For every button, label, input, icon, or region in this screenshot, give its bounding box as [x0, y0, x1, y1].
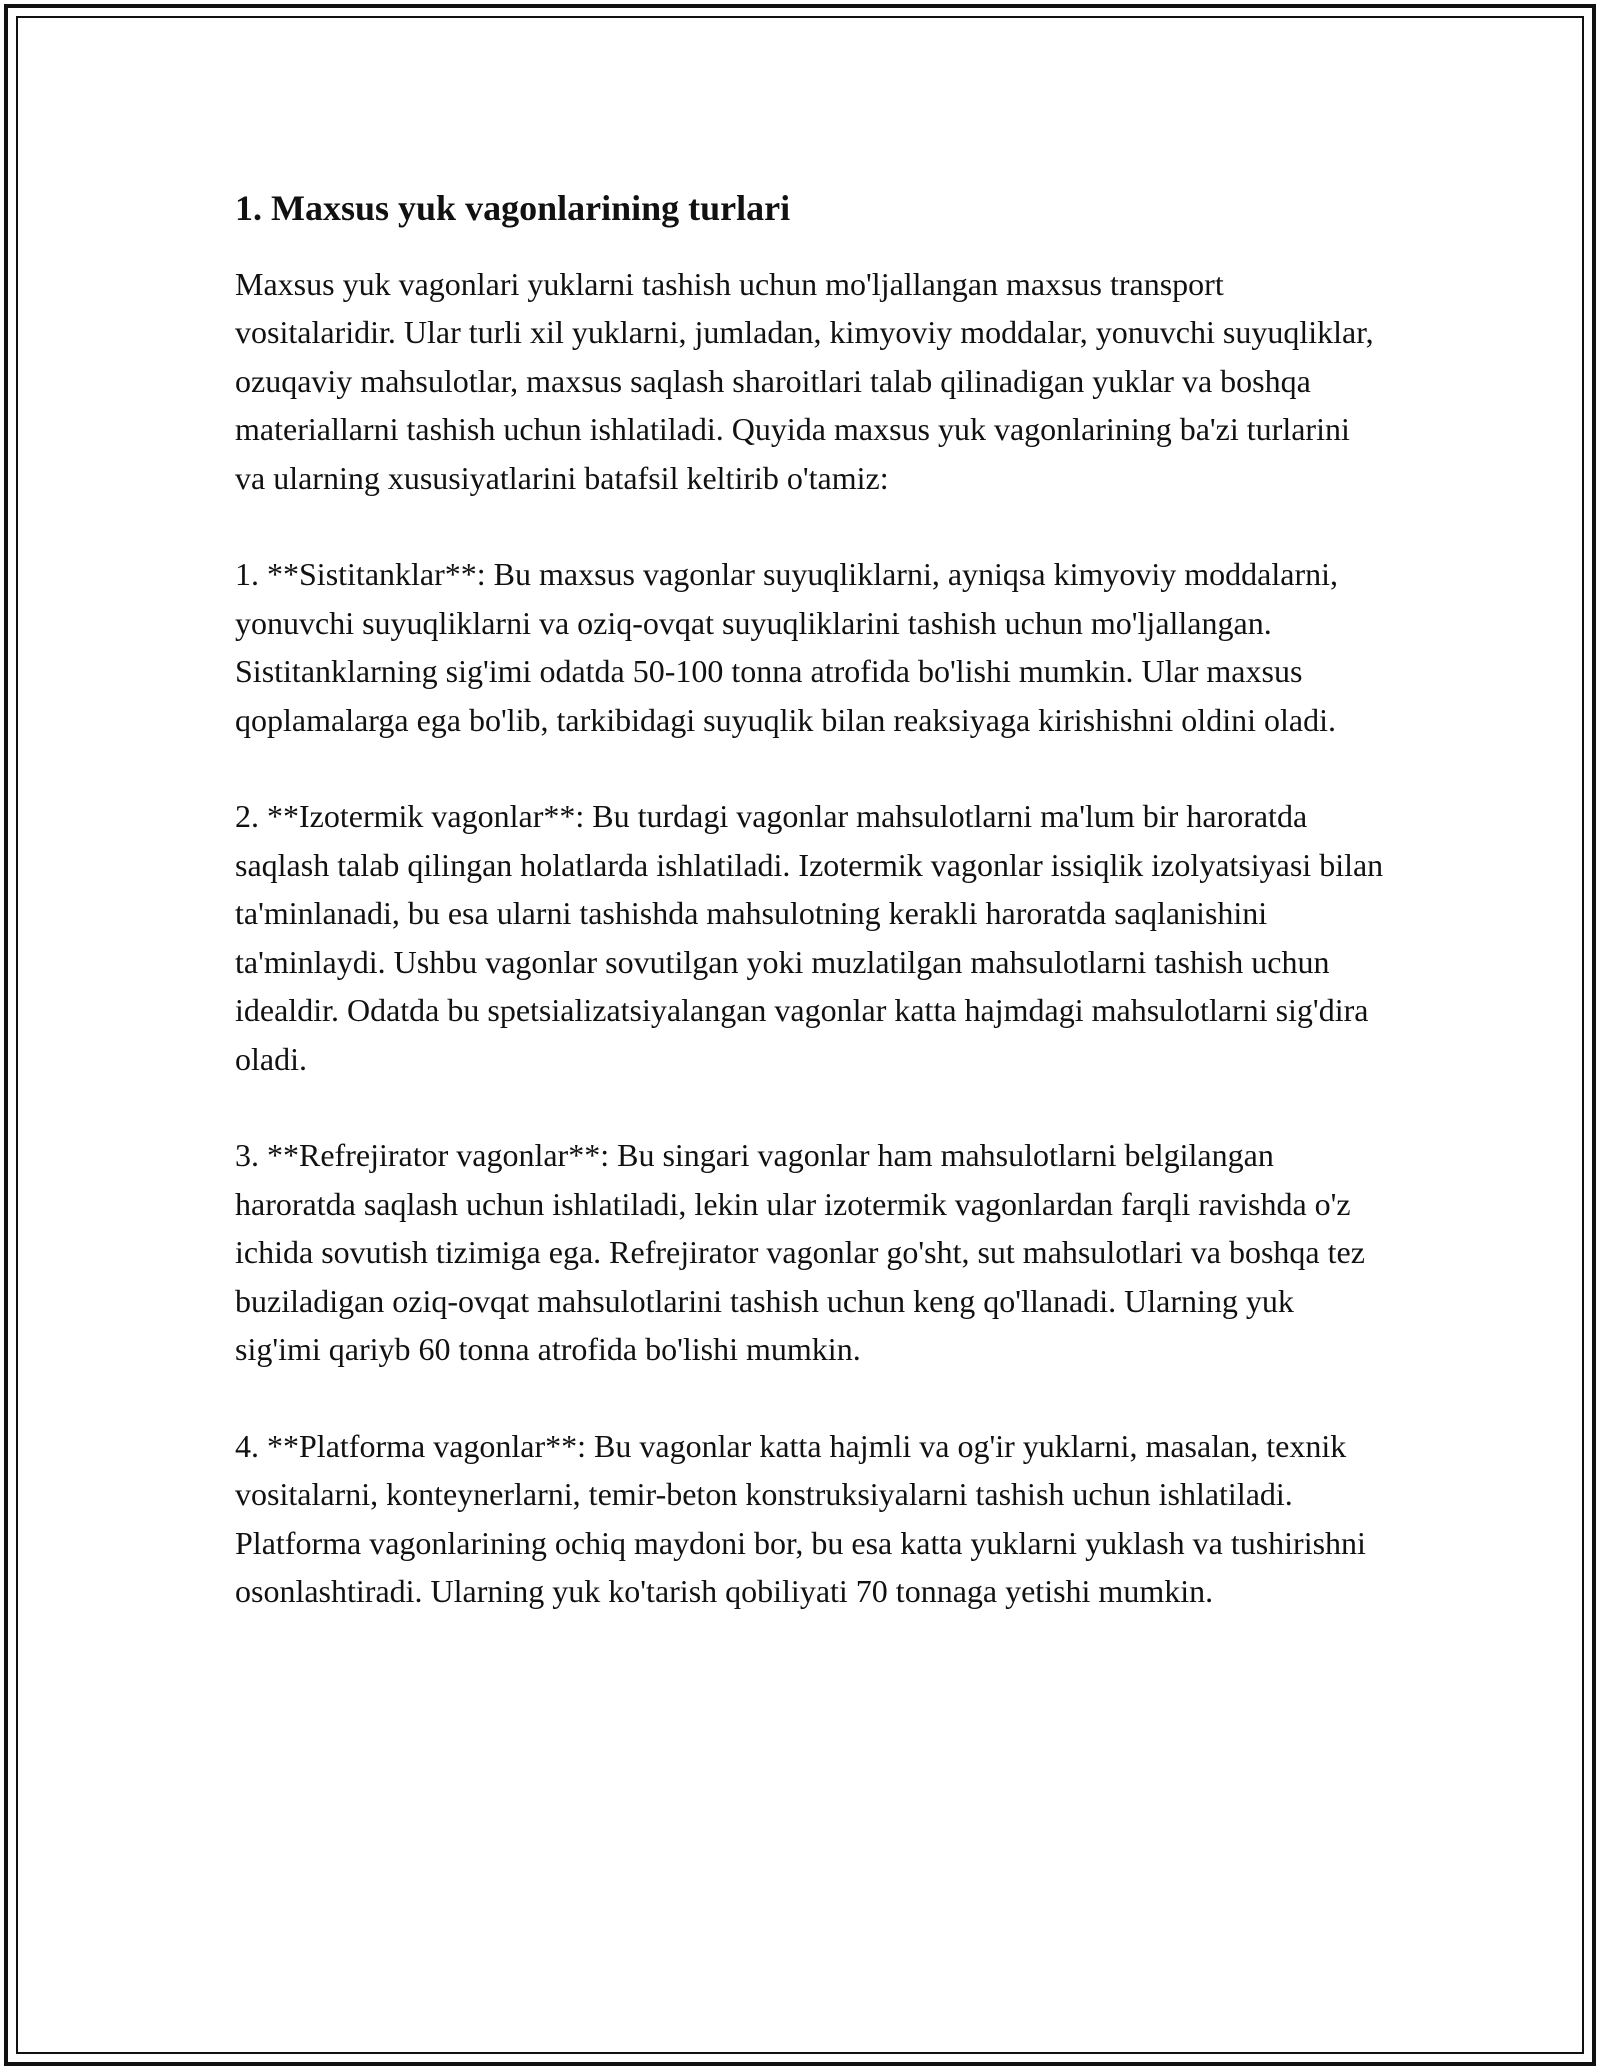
section-heading: 1. Maxsus yuk vagonlarining turlari [235, 188, 791, 228]
intro-paragraph: Maxsus yuk vagonlari yuklarni tashish uchun mo'ljallangan maxsus transport vositalaridir. Ular turli xil yuklarni, jumladan, kimyoviy moddalar, yonuvchi suyuqliklar, ozuqaviy mahsulotlar, maxsus saqlash sharoitlari talab qilinadigan yuklar va boshqa materiallarni tashish uchun ishlatiladi. Quyida maxsus yuk vagonlarining ba'zi turlarini va ularning xususiyatlarini batafsil keltirib o'tamiz: [235, 265, 1374, 496]
paragraph-izotermik-vagonlar: 2. **Izotermik vagonlar**: Bu turdagi vagonlar mahsulotlarni ma'lum bir haroratda saqlash talab qilingan holatlarda ishlatiladi. Izotermik vagonlar issiqlik izolyatsiyasi bilan ta'minlanadi, bu esa ularni tashishda mahsulotning kerakli haroratda saqlanishini ta'minlaydi. Ushbu vagonlar sovutilgan yoki muzlatilgan mahsulotlarni tashish uchun idealdir. Odatda bu spetsializatsiyalangan vagonlar katta hajmdagi mahsulotlarni sig'dira oladi. [235, 798, 1384, 1077]
paragraph-refrejirator-vagonlar: 3. **Refrejirator vagonlar**: Bu singari vagonlar ham mahsulotlarni belgilangan haroratda saqlash uchun ishlatiladi, lekin ular izotermik vagonlardan farqli ravishda o'z ichida sovutish tizimiga ega. Refrejirator vagonlar go'sht, sut mahsulotlari va boshqa tez buziladigan oziq-ovqat mahsulotlarini tashish uchun keng qo'llanadi. Ularning yuk sig'imi qariyb 60 tonna atrofida bo'lishi mumkin. [235, 1137, 1365, 1368]
paragraph-sistitanklar: 1. **Sistitanklar**: Bu maxsus vagonlar suyuqliklarni, ayniqsa kimyoviy moddalarni, yonuvchi suyuqliklarni va oziq-ovqat suyuqliklarini tashish uchun mo'ljallangan. Sistitanklarning sig'imi odatda 50-100 tonna atrofida bo'lishi mumkin. Ular maxsus qoplamalarga ega bo'lib, tarkibidagi suyuqlik bilan reaksiyaga kirishishni oldini oladi. [235, 556, 1338, 738]
paragraph-platforma-vagonlar: 4. **Platforma vagonlar**: Bu vagonlar katta hajmli va og'ir yuklarni, masalan, texnik vositalarni, konteynerlarni, temir-beton konstruksiyalarni tashish uchun ishlatiladi. Platforma vagonlarining ochiq maydoni bor, bu esa katta yuklarni yuklash va tushirishni osonlashtiradi. Ularning yuk ko'tarish qobiliyati 70 tonnaga yetishi mumkin. [235, 1427, 1366, 1610]
document-body [235, 185, 1385, 1664]
